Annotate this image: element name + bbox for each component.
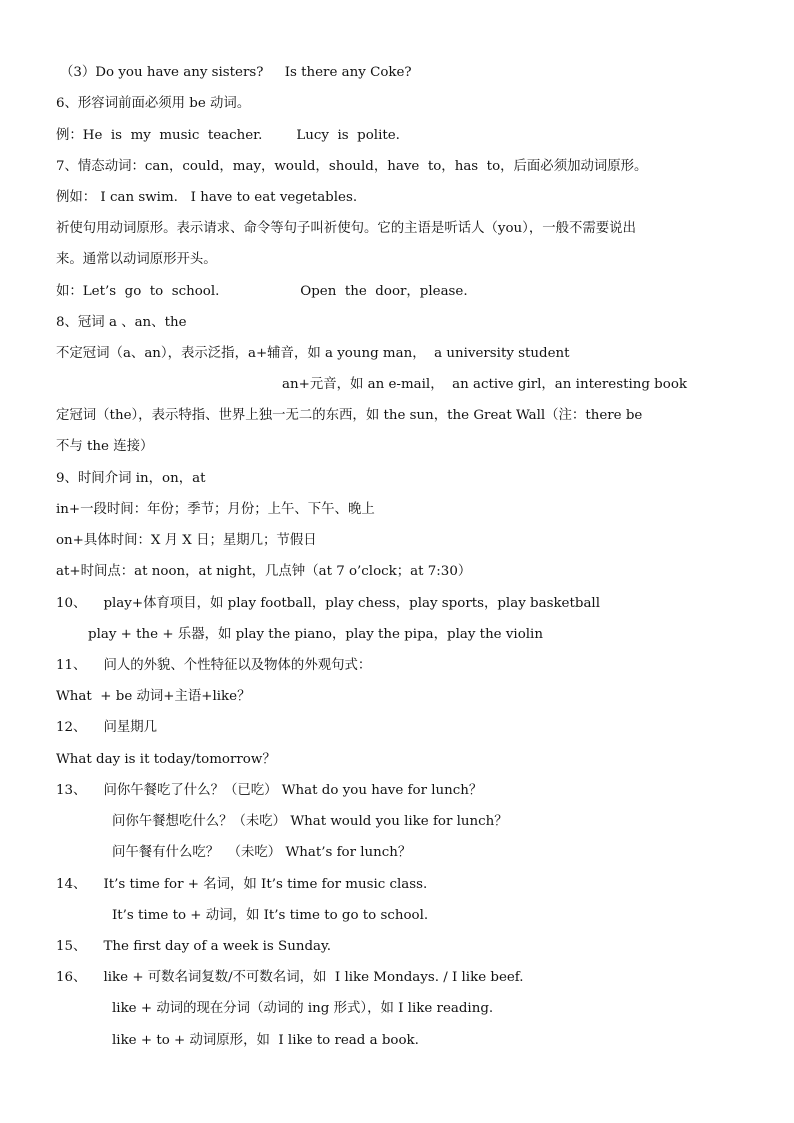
section-heading: 16、 like + 可数名词复数/不可数名词，如 I like Mondays. / I like beef. <box>56 970 524 985</box>
text-line: 例：He is my music teacher. Lucy is polite. <box>56 128 400 143</box>
text-line: on+具体时间：X 月 X 日；星期几；节假日 <box>56 533 317 548</box>
section-heading: 10、 play+体育项目，如 play football，play chess，play sports，play basketball <box>56 596 600 611</box>
text-line: in+一段时间：年份；季节；月份；上午、下午、晚上 <box>56 502 375 517</box>
section-heading: 14、 It’s time for + 名词，如 It’s time for music class. <box>56 877 428 892</box>
text-line: 不与 the 连接） <box>56 439 154 454</box>
text-line: What + be 动词+主语+like？ <box>56 689 251 704</box>
text-line: 不定冠词（a、an），表示泛指，a+辅音，如 a young man， a university student <box>56 346 570 361</box>
text-line: （3）Do you have any sisters? Is there any Coke? <box>60 65 412 80</box>
section-heading: 12、 问星期几 <box>56 720 158 735</box>
text-line: 如：Let’s go to school. Open the door，please. <box>56 284 468 299</box>
text-line: 来。通常以动词原形开头。 <box>56 252 217 267</box>
text-line: like + 动词的现在分词（动词的 ing 形式），如 I like reading. <box>112 1001 494 1016</box>
text-line: 例如： I can swim. I have to eat vegetables. <box>56 190 358 205</box>
text-line: 7、情态动词：can，could，may，would，should，have to，has to，后面必须加动词原形。 <box>56 159 648 174</box>
text-line: an+元音，如 an e-mail， an active girl，an interesting book <box>282 377 687 392</box>
section-heading: 9、时间介词 in，on，at <box>56 471 206 486</box>
section-heading: 13、 问你午餐吃了什么？（已吃） What do you have for lunch？ <box>56 783 483 798</box>
text-line: 祈使句用动词原形。表示请求、命令等句子叫祈使句。它的主语是听话人（you），一般不需要说出 <box>56 221 636 236</box>
section-heading: 8、冠词 a 、an、the <box>56 315 187 330</box>
text-line: at+时间点：at noon，at night，几点钟（at 7 o’clock；at 7:30） <box>56 564 472 579</box>
text-line: What day is it today/tomorrow？ <box>56 752 276 767</box>
section-heading: 11、 问人的外貌、个性特征以及物体的外观句式： <box>56 658 372 673</box>
section-heading: 15、 The first day of a week is Sunday. <box>56 939 332 954</box>
text-line: play + the + 乐器，如 play the piano，play the pipa，play the violin <box>88 627 543 642</box>
text-line: It’s time to + 动词，如 It’s time to go to school. <box>112 908 429 923</box>
text-line: 问午餐有什么吃？ （未吃） What’s for lunch？ <box>112 845 412 860</box>
text-line: 定冠词（the），表示特指、世界上独一无二的东西，如 the sun，the Great Wall（注：there be <box>56 408 643 423</box>
text-line: 问你午餐想吃什么？（未吃） What would you like for lunch？ <box>112 814 508 829</box>
text-line: like + to + 动词原形，如 I like to read a book. <box>112 1033 419 1048</box>
text-line: 6、形容词前面必须用 be 动词。 <box>56 96 251 111</box>
